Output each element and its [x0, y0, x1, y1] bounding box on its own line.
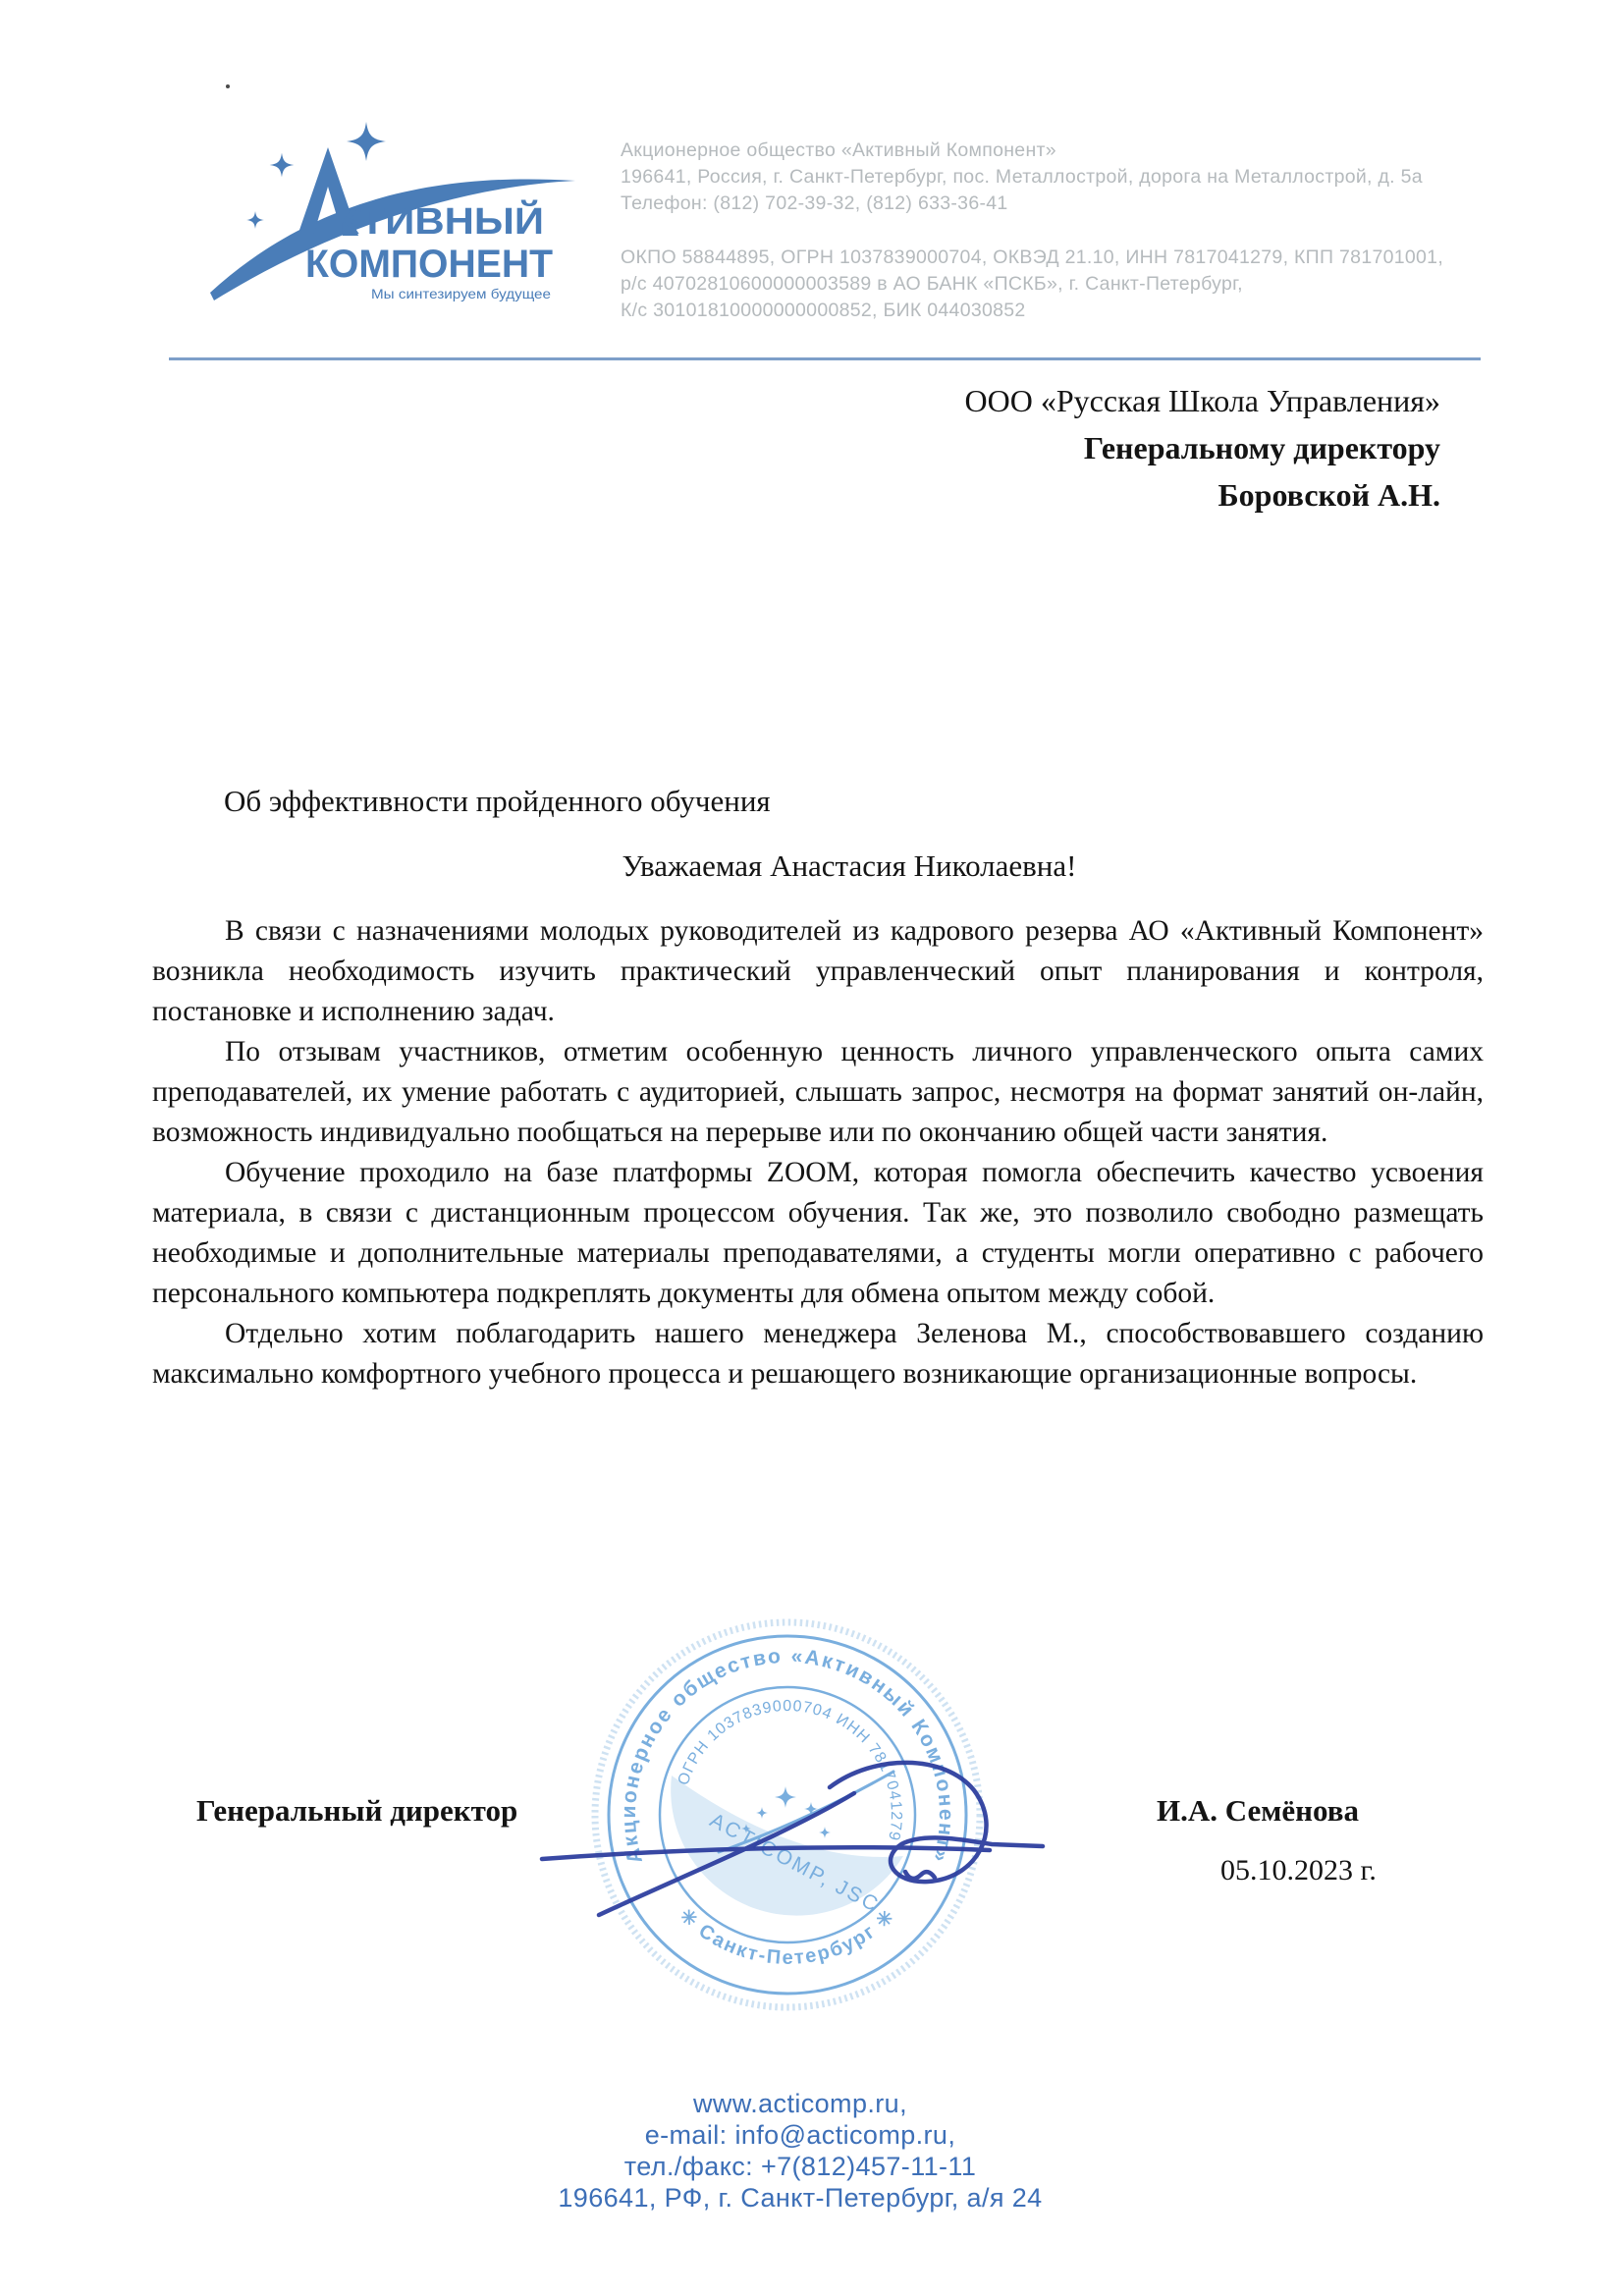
paragraph-3: Обучение проходило на базе платформы ZOOM, которая помогла обеспечить качество усвоения материала, в связи с дистанционным процессом обучения. Так же, это позволило свободно размещать необходимые и дополнительные материалы преподавателями, а студенты могли оперативно с рабочего персонального компьютера подкреплять документы для обмена опытом между собой. [152, 1157, 1484, 1309]
stamp-city-text: ✳ Санкт-Петербург ✳ [675, 1904, 900, 1969]
company-corr-line: К/с 30101810000000000852, БИК 044030852 [621, 300, 1026, 321]
letterhead-divider [169, 357, 1481, 360]
sparkle-icon [246, 211, 264, 229]
addressee-block [694, 377, 1440, 519]
company-info-block1 [621, 137, 1485, 217]
letter-date: 05.10.2023 г. [1220, 1854, 1377, 1886]
signature-stroke-loop [830, 1763, 1043, 1882]
signer-title: Генеральный директор [196, 1793, 518, 1828]
company-account-line: р/с 40702810600000003589 в АО БАНК «ПСКБ», г. Санкт-Петербург, [621, 273, 1243, 295]
company-address-line: 196641, Россия, г. Санкт-Петербург, пос. Металлострой, дорога на Металлострой, д. 5а [621, 166, 1423, 188]
paragraph-2: По отзывам участников, отметим особенную ценность личного управленческого опыта самих преподавателей, их умение работать с аудиторией, слышать запрос, несмотря на формат занятий он-лайн, возможность индивидуально пообщаться на перерыве или по окончанию общей части занятия. [152, 1036, 1484, 1148]
signature-stroke-horizontal [542, 1847, 990, 1859]
company-logo [165, 114, 581, 326]
subject-line: Об эффективности пройденного обучения [224, 784, 771, 818]
company-name-line: Акционерное общество «Активный Компонент» [621, 139, 1056, 161]
stamp-ring-text: Акционерное общество «Активный Компонент» [617, 1644, 958, 1867]
handwritten-signature [530, 1746, 1080, 1942]
footer-email: e-mail: info@acticomp.ru, [644, 2120, 956, 2150]
paragraph-1: В связи с назначениями молодых руководителей из кадрового резерва АО «Активный Компонент» возникла необходимость изучить практический управленческий опыт планирования и контроля, постановке и исполнению задач. [152, 915, 1484, 1027]
scan-speck [226, 84, 230, 88]
greeting-line: Уважаемая Анастасия Николаевна! [622, 848, 1077, 883]
logo-word2: КОМПОНЕНТ [305, 243, 553, 286]
addressee-name: Боровской А.Н. [1217, 477, 1440, 513]
company-phone-line: Телефон: (812) 702-39-32, (812) 633-36-41 [621, 192, 1008, 214]
footer-address: 196641, РФ, г. Санкт-Петербург, а/я 24 [558, 2183, 1043, 2213]
sparkle-icon [347, 122, 386, 161]
footer-contacts [0, 2088, 1600, 2214]
addressee-company: ООО «Русская Школа Управления» [964, 383, 1440, 418]
company-codes-line: ОКПО 58844895, ОГРН 1037839000704, ОКВЭД 21.10, ИНН 7817041279, КПП 781701001, [621, 246, 1444, 268]
company-info [621, 137, 1485, 352]
company-info-block2 [621, 245, 1485, 324]
footer-website: www.acticomp.ru, [693, 2089, 907, 2118]
footer-phone: тел./факс: +7(812)457-11-11 [623, 2152, 977, 2181]
addressee-position: Генеральному директору [1083, 430, 1440, 465]
logo-tagline: Мы синтезируем будущее [371, 286, 552, 301]
stamp-ogrn-text: ОГРН 1037839000704 ИНН 7817041279 [675, 1697, 905, 1843]
letter-body [152, 911, 1484, 1394]
stamp-acticomp-text: ACTICOMP, JSC [706, 1808, 884, 1918]
logo-word1: КТИВНЫЙ [334, 201, 525, 243]
sparkle-icon [270, 153, 295, 178]
paragraph-4: Отдельно хотим поблагодарить нашего менеджера Зеленова М., способствовавшего созданию максимально комфортного учебного процесса и решающего возникающие организационные вопросы. [152, 1318, 1484, 1390]
signer-name: И.А. Семёнова [1157, 1793, 1359, 1828]
signature-stroke-zigzag [905, 1872, 935, 1879]
